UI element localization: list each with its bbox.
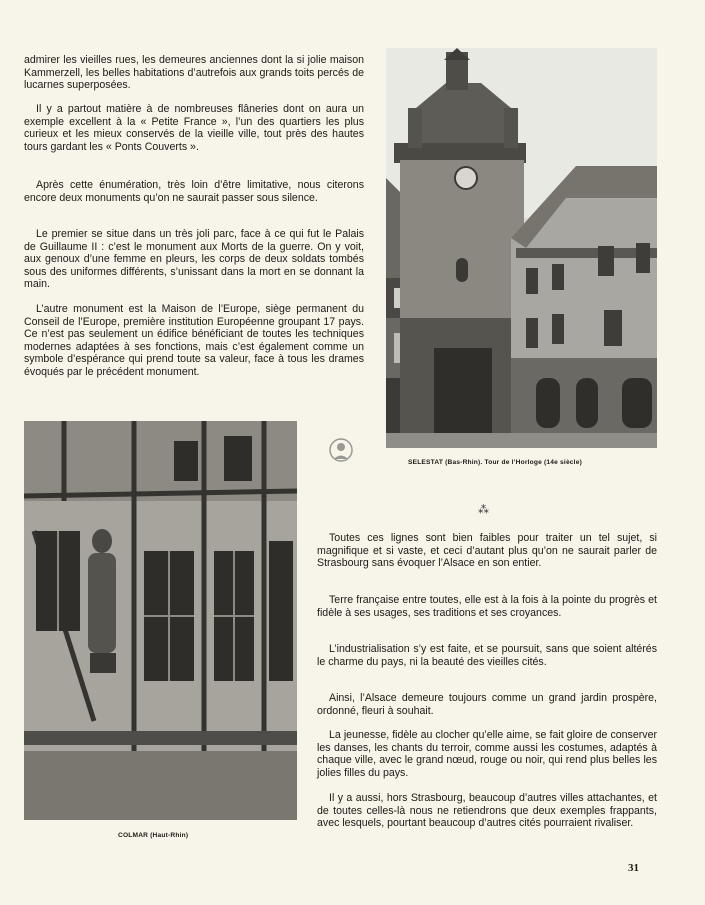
- paragraph-maison-europe: L’autre monument est la Maison de l’Europe, siège permanent du Conseil de l’Europe, première institution Européenne groupant 17 pays. Ce n’est pas seulement un édifice bénéficiant de toutes les techniques modernes adaptées à ses fonctions, mais c’est également comme un symbole d’espérance qui prend toute sa valeur, face à tous les drames évoqués par le précédent monument.: [24, 303, 364, 378]
- paragraph-enumeration: Après cette énumération, très loin d’être limitative, nous citerons encore deux monuments qu’on ne saurait passer sous silence.: [24, 179, 364, 204]
- selestat-caption: SELESTAT (Bas-Rhin). Tour de l’Horloge (14e siècle): [408, 459, 582, 466]
- paragraph-terre-francaise: Terre française entre toutes, elle est à la fois à la pointe du progrès et fidèle à ses usages, ses traditions et ses croyances.: [317, 594, 657, 619]
- paragraph-autres-villes: Il y a aussi, hors Strasbourg, beaucoup d’autres villes attachantes, et de toutes celles-là nous ne retiendrons que deux exemples frappants, avec lesquels, pourtant beaucoup d’autres cités pourraient rivaliser.: [317, 792, 657, 830]
- paragraph-alsace-intro: Toutes ces lignes sont bien faibles pour traiter un tel sujet, si magnifique et si vaste, et ceci d’autant plus qu’on ne saurait parler de Strasbourg sans évoquer l’Alsace en son entier.: [317, 532, 657, 570]
- colmar-caption: COLMAR (Haut-Rhin): [118, 832, 189, 839]
- paragraph-petite-france: Il y a partout matière à de nombreuses flâneries dont on aura un exemple excellent à la « Petite France », l’un des quartiers les plus curieux et les mieux conservés de la vieille ville, tout près des hautes tours gardant les « Ponts Couverts ».: [24, 103, 364, 153]
- section-divider: ⁂: [478, 504, 489, 516]
- colmar-photo: [24, 421, 297, 820]
- paragraph-kammerzell: admirer les vieilles rues, les demeures anciennes dont la si jolie maison Kammerzell, les belles habitations d’autrefois aux grands toits percés de lucarnes superposées.: [24, 54, 364, 92]
- paragraph-monument-aux-morts: Le premier se situe dans un très joli parc, face à ce qui fut le Palais de Guillaume II : c’est le monument aux Morts de la guerre. On y voit, aux genoux d’une femme en pleurs, les corps de deux soldats tombés sous des uniformes différents, s’unissant dans la mort en se donnant la main.: [24, 228, 364, 291]
- paragraph-jardin: Ainsi, l’Alsace demeure toujours comme un grand jardin prospère, ordonné, fleuri à souhait.: [317, 692, 657, 717]
- library-stamp: [328, 434, 374, 468]
- paragraph-industrialisation: L’industrialisation s’y est faite, et se poursuit, sans que soient altérés le charme du pays, ni la beauté des vieilles cités.: [317, 643, 657, 668]
- paragraph-jeunesse: La jeunesse, fidèle au clocher qu’elle aime, se fait gloire de conserver les danses, les chants du terroir, comme aussi les costumes, adaptés à chaque ville, avec le grand nœud, rouge ou noir, qui rend plus belles les jolies filles du pays.: [317, 729, 657, 779]
- selestat-photo: [386, 48, 657, 448]
- page-number: 31: [628, 862, 639, 874]
